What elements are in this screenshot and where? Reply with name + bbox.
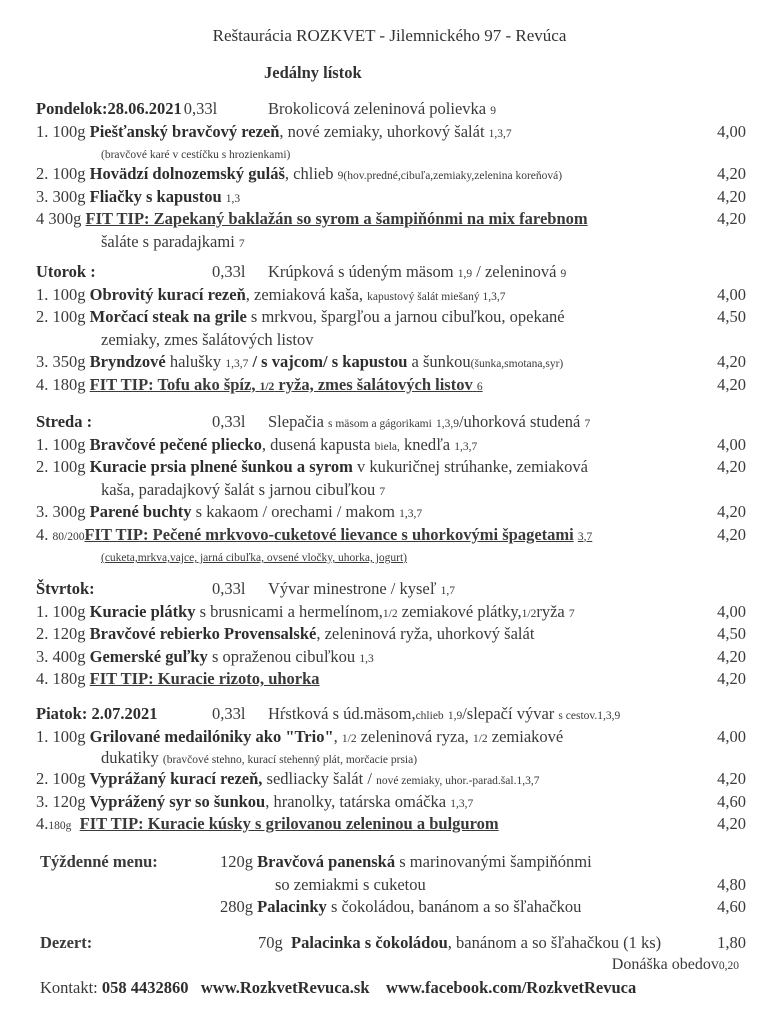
menu-item: 2. 100g Morčací steak na grile s mrkvou, špargľou a jarnou cibuľkou, opekané 4,50 (36, 306, 746, 329)
menu-item-fit-tip: 4. 80/200FIT TIP: Pečené mrkvovo-cuketové lievance s uhorkovými špagetami 3,7 4,20 (36, 524, 746, 547)
menu-item: 3. 120g Vyprážený syr so šunkou, hranolky, tatárska omáčka 1,3,7 4,60 (36, 791, 746, 814)
delivery-fee: Donáška obedov0,20 (611, 956, 739, 973)
menu-item: 1. 100g Obrovitý kurací rezeň, zemiaková kaša, kapustový šalát miešaný 1,3,7 4,00 (36, 284, 746, 307)
soup-name: Hŕstková s úd.mäsom,chlieb 1,9/slepačí vývar s cestov.1,3,9 (268, 704, 621, 723)
item-price: 4,20 (717, 769, 746, 788)
soup-name: Vývar minestrone / kyseľ 1,7 (268, 579, 455, 598)
item-price: 4,00 (717, 726, 746, 746)
soup-name: Brokolicová zeleninová polievka 9 (268, 99, 496, 118)
soup-name: Slepačia s mäsom a gágorikami 1,3,9/uhorková studená 7 (268, 412, 591, 431)
day-label: Streda : (36, 412, 93, 431)
menu-item: 2. 100g Vyprážaný kurací rezeň, sedliacky šalát / nové zemiaky, uhor.-parad.šal.1,3,7 4,20 (36, 768, 746, 791)
soup-row (36, 411, 746, 434)
restaurant-header: Reštaurácia ROZKVET - Jilemnického 97 - Revúca (212, 26, 567, 45)
item-price: 4,50 (717, 307, 746, 326)
item-note: (bravčové karé v cestíčku s hrozienkami) (101, 149, 291, 161)
weekly-item-continuation: so zemiakmi s cuketou 4,80 (40, 874, 746, 897)
item-price: 4,20 (717, 209, 746, 228)
day-label: Pondelok:28.06.2021 (36, 99, 182, 118)
menu-item-fit-tip: 4. 180g FIT TIP: Tofu ako špíz, 1/2 ryža, zmes šalátových listov 6 4,20 (36, 374, 746, 397)
menu-item: 2. 100g Hovädzí dolnozemský guláš, chlieb 9(hov.predné,cibuľa,zemiaky,zelenina koreňová) 4,20 (36, 163, 746, 186)
day-friday (36, 703, 746, 836)
item-price: 4,20 (717, 669, 746, 688)
item-price: 4,80 (717, 874, 746, 894)
item-price: 4,60 (717, 791, 746, 811)
day-thursday (36, 578, 746, 691)
soup-amount: 0,33l (212, 704, 246, 723)
menu-item-fit-tip: 4 300g FIT TIP: Zapekaný baklažán so syrom a šampiňónmi na mix farebnom 4,20 (36, 208, 746, 231)
soup-row (36, 98, 746, 121)
weekly-menu (40, 851, 746, 919)
item-price: 4,20 (717, 352, 746, 371)
dessert-item: Dezert: 70g Palacinka s čokoládou, banánom a so šľahačkou (1 ks) 1,80 (40, 932, 746, 955)
menu-item: 1. 100g Piešťanský bravčový rezeň, nové zemiaky, uhorkový šalát 1,3,7 4,00 (36, 121, 746, 144)
menu-item: 3. 300g Parené buchty s kakaom / orechami / makom 1,3,7 4,20 (36, 501, 746, 524)
menu-item: 2. 100g Kuracie prsia plnené šunkou a syrom v kukuričnej strúhanke, zemiaková 4,20 (36, 456, 746, 479)
contact-footer (40, 978, 636, 998)
menu-item: 1. 100g Bravčové pečené pliecko, dusená kapusta biela, knedľa 1,3,7 4,00 (36, 434, 746, 457)
contact-label: Kontakt: (40, 978, 98, 997)
dessert (40, 932, 746, 955)
item-price: 4,20 (717, 524, 746, 544)
item-price: 4,20 (717, 646, 746, 666)
item-price: 4,20 (717, 457, 746, 476)
day-label: Piatok: 2.07.2021 (36, 704, 158, 723)
day-tuesday (36, 261, 746, 396)
soup-amount: 0,33l (212, 579, 246, 598)
website-link[interactable]: www.RozkvetRevuca.sk (200, 978, 370, 997)
menu-item: 2. 120g Bravčové rebierko Provensalské, zeleninová ryža, uhorkový šalát 4,50 (36, 623, 746, 646)
item-price: 4,20 (717, 814, 746, 833)
soup-row (36, 578, 746, 601)
soup-name: Krúpková s údeným mäsom 1,9 / zeleninová 9 (268, 262, 567, 281)
menu-item: 1. 100g Grilované medailóniky ako "Trio", 1/2 zeleninová ryza, 1/2 zemiakové 4,00 (36, 726, 746, 749)
item-price: 4,60 (717, 897, 746, 916)
soup-row (36, 703, 746, 726)
item-continuation: kaša, paradajkový šalát s jarnou cibuľkou 7 (101, 479, 386, 499)
item-price: 4,00 (717, 121, 746, 141)
menu-item: 3. 350g Bryndzové halušky 1,3,7 / s vajcom/ s kapustou a šunkou(šunka,smotana,syr) 4,20 (36, 351, 746, 374)
soup-amount: 0,33l (212, 412, 246, 431)
menu-item: 3. 400g Gemerské guľky s opraženou cibuľkou 1,3 4,20 (36, 646, 746, 669)
day-label: Štvrtok: (36, 579, 95, 598)
dessert-label: Dezert: (40, 933, 93, 952)
weekly-item: 280g Palacinky s čokoládou, banánom a so šľahačkou 4,60 (40, 896, 746, 919)
menu-item-fit-tip: 4. 180g FIT TIP: Kuracie rizoto, uhorka 4,20 (36, 668, 746, 691)
menu-item-fit-tip: 4.180g FIT TIP: Kuracie kúsky s grilovanou zeleninou a bulgurom 4,20 (36, 813, 746, 836)
contact-phone: 058 4432860 (101, 978, 189, 997)
item-price: 4,20 (717, 164, 746, 183)
weekly-label: Týždenné menu: (40, 852, 158, 871)
item-continuation: zemiaky, zmes šalátových listov (101, 329, 314, 349)
item-price: 4,20 (717, 374, 746, 394)
soup-amount: 0,33l (212, 262, 246, 281)
item-price: 4,00 (717, 284, 746, 304)
menu-item: 3. 300g Fliačky s kapustou 1,3 4,20 (36, 186, 746, 209)
menu-title: Jedálny lístok (264, 63, 362, 82)
item-price: 1,80 (717, 933, 746, 952)
soup-row (36, 261, 746, 284)
item-price: 4,50 (717, 624, 746, 643)
item-note: (cuketa,mrkva,vajce, jarná cibuľka, ovsené vločky, uhorka, jogurt) (101, 552, 408, 564)
facebook-link[interactable]: www.facebook.com/RozkvetRevuca (386, 978, 637, 997)
item-continuation: šaláte s paradajkami 7 (101, 231, 245, 251)
item-price: 4,20 (717, 502, 746, 521)
menu-item: 1. 100g Kuracie plátky s brusnicami a hermelínom,1/2 zemiakové plátky,1/2ryža 7 4,00 (36, 601, 746, 624)
day-wednesday (36, 411, 746, 566)
item-price: 4,00 (717, 434, 746, 454)
item-price: 4,20 (717, 186, 746, 206)
soup-amount: 0,33l (183, 99, 218, 118)
item-price: 4,00 (717, 601, 746, 621)
day-monday (36, 98, 746, 253)
item-continuation: dukatiky (bravčové stehno, kurací stehenný plát, morčacie prsia) (101, 748, 418, 767)
day-label: Utorok : (36, 262, 96, 281)
weekly-item: Týždenné menu: 120g Bravčová panenská s marinovanými šampiňónmi (40, 851, 746, 874)
